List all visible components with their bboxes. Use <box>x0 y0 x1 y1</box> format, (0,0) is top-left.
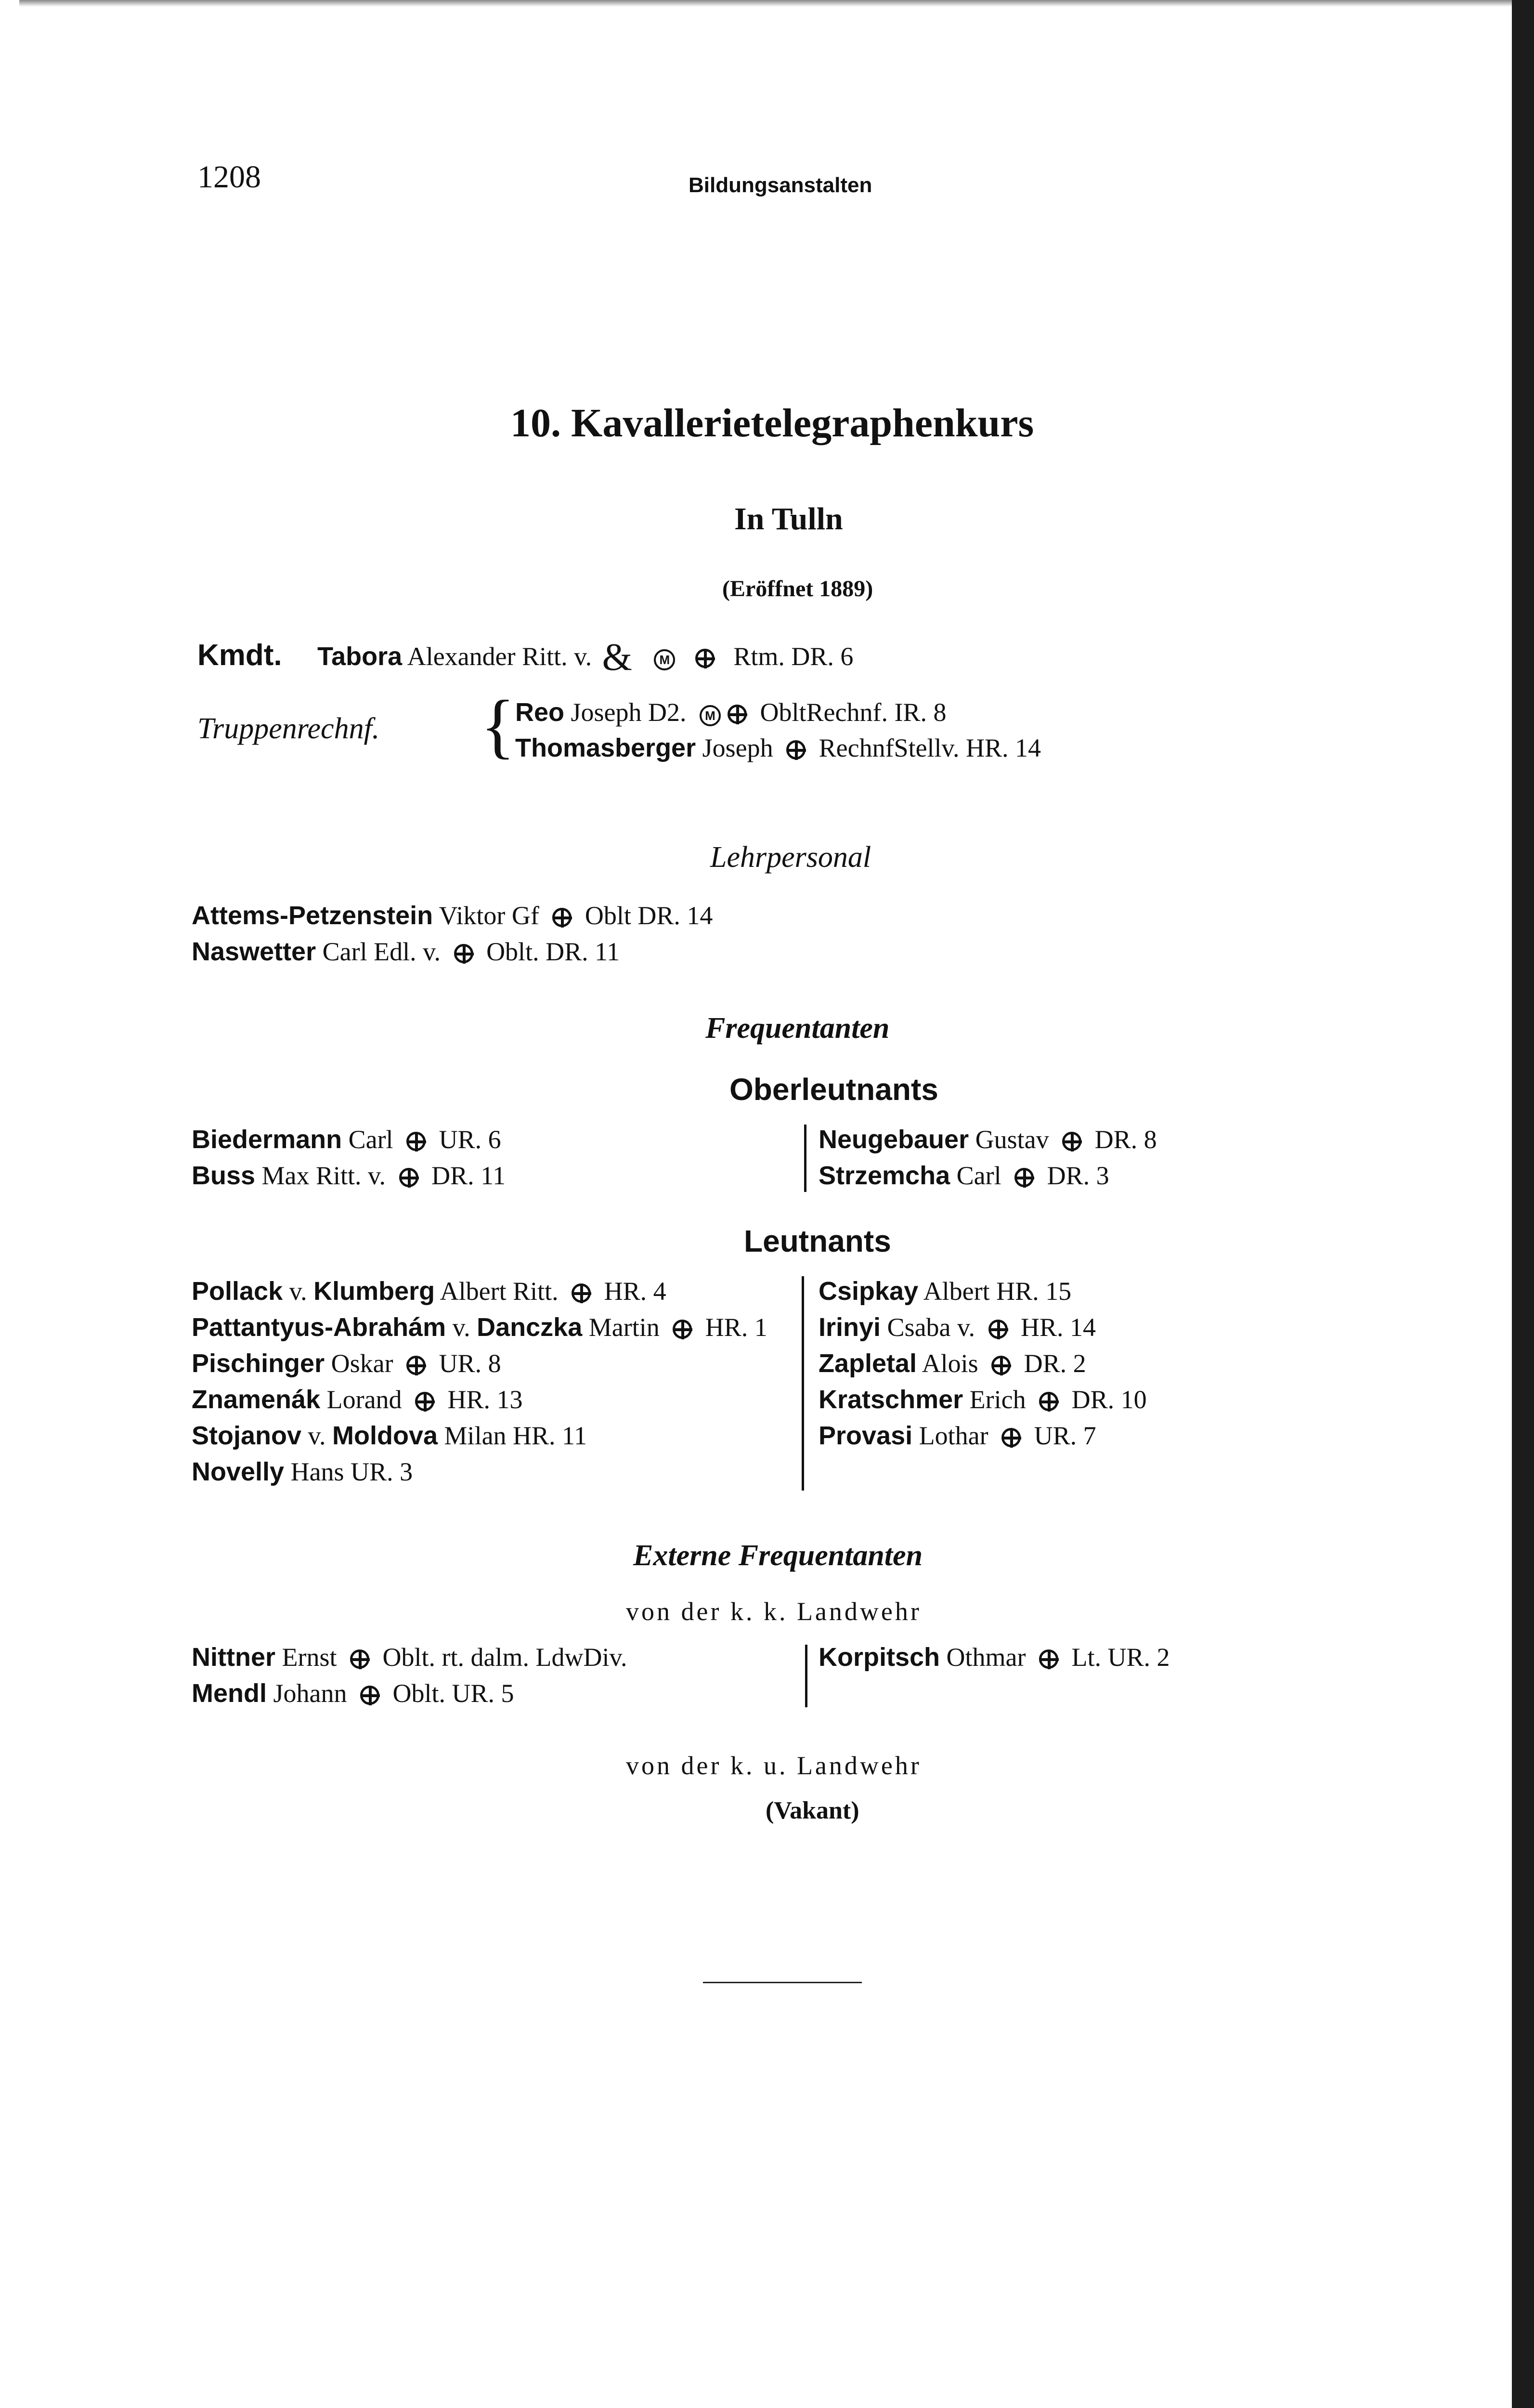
column-divider <box>802 1276 804 1491</box>
cross-medal-icon <box>454 944 473 963</box>
person-name: Kratschmer <box>819 1385 963 1414</box>
cross-medal-icon <box>991 1356 1011 1375</box>
person-name: Attems-Petzenstein <box>192 901 433 930</box>
person-name: Csipkay <box>819 1277 919 1306</box>
leutnant-left-4 <box>192 1385 523 1414</box>
landwehr-kk-left-2 <box>192 1678 514 1708</box>
opened-note: (Eröffnet 1889) <box>722 576 873 602</box>
person-given: Viktor Gf <box>439 901 539 930</box>
person-name: Pattantyus-Abrahám <box>192 1313 446 1342</box>
leutnant-left-6 <box>192 1457 413 1487</box>
person-rank: DR. 11 <box>431 1161 506 1190</box>
person-given: Ernst <box>282 1643 337 1672</box>
landwehr-ku-heading: von der k. u. Landwehr <box>626 1751 922 1780</box>
person-rank: DR. 2 <box>1024 1349 1086 1378</box>
name-particle: v. <box>289 1277 307 1306</box>
running-title: Bildungsanstalten <box>689 173 872 197</box>
cross-medal-icon <box>1001 1428 1021 1447</box>
person-given: Lorand <box>326 1385 402 1414</box>
leutnant-left-2 <box>192 1312 767 1342</box>
cross-medal-icon <box>1039 1392 1058 1411</box>
landwehr-kk-heading: von der k. k. Landwehr <box>626 1597 922 1626</box>
person-given: Lothar <box>919 1421 988 1450</box>
cross-medal-icon <box>673 1320 692 1339</box>
person-rank: HR. 13 <box>447 1385 523 1414</box>
person-rank: HR. 14 <box>1021 1313 1096 1342</box>
person-name: Provasi <box>819 1421 913 1450</box>
person-name: Irinyi <box>819 1313 881 1342</box>
brace-icon: { <box>481 686 515 766</box>
person-given: Albert HR. 15 <box>923 1277 1072 1306</box>
cross-medal-icon <box>552 908 572 927</box>
person-name: Mendl <box>192 1679 267 1708</box>
person-name: Stojanov <box>192 1421 302 1450</box>
cross-medal-icon <box>1062 1132 1081 1151</box>
person-given: Carl <box>956 1161 1001 1190</box>
externe-heading: Externe Frequentanten <box>633 1539 923 1572</box>
person-name: Buss <box>192 1161 256 1190</box>
person-name: Naswetter <box>192 937 316 966</box>
leutnants-heading: Leutnants <box>744 1224 891 1258</box>
person-given: Milan HR. 11 <box>444 1421 587 1450</box>
person-given: Gustav <box>975 1125 1049 1154</box>
lehrpersonal-heading: Lehrpersonal <box>710 841 871 874</box>
person-rank: RechnfStellv. HR. 14 <box>819 733 1041 762</box>
cross-medal-icon <box>415 1392 434 1411</box>
truppenrechnf-label: Truppenrechnf. <box>197 712 380 745</box>
section-subtitle: In Tulln <box>734 501 843 537</box>
truppenrechnf-entry-2 <box>515 733 1041 763</box>
person-given: Carl <box>348 1125 393 1154</box>
person-rank: Oblt DR. 14 <box>585 901 713 930</box>
page-number: 1208 <box>197 159 261 195</box>
person-name: Korpitsch <box>819 1643 940 1672</box>
kmdt-name: Tabora <box>317 642 403 671</box>
person-name: Nittner <box>192 1643 275 1672</box>
person-rank: HR. 4 <box>604 1277 666 1306</box>
person-name: Pollack <box>192 1277 283 1306</box>
cross-medal-icon <box>786 740 806 759</box>
kmdt-label: Kmdt. <box>197 639 282 672</box>
person-name: Pischinger <box>192 1349 325 1378</box>
person-name: Strzemcha <box>819 1161 950 1190</box>
cross-medal-icon <box>406 1132 426 1151</box>
oberleutnant-right-2 <box>819 1161 1109 1191</box>
person-rank: UR. 8 <box>439 1349 501 1378</box>
cross-medal-icon <box>360 1686 379 1705</box>
person-name: Biedermann <box>192 1125 342 1154</box>
person-given: Hans UR. 3 <box>290 1457 413 1486</box>
cross-medal-icon <box>695 649 715 668</box>
leutnant-right-2 <box>819 1312 1096 1342</box>
landwehr-kk-right-1 <box>819 1642 1170 1672</box>
person-given: Martin <box>588 1313 660 1342</box>
kommandant-row <box>197 638 853 677</box>
person-rank: HR. 1 <box>705 1313 767 1342</box>
name-particle: v. <box>452 1313 470 1342</box>
person-given: Carl Edl. v. <box>322 937 441 966</box>
name-particle: v. <box>308 1421 326 1450</box>
person-given: Johann <box>273 1679 347 1708</box>
cross-medal-icon <box>728 705 747 724</box>
closing-rule <box>703 1982 862 1983</box>
cross-medal-icon <box>399 1168 418 1187</box>
person-given: Albert Ritt. <box>440 1277 559 1306</box>
cross-medal-icon <box>350 1649 369 1669</box>
person-rank: UR. 6 <box>439 1125 501 1154</box>
person-rank: Oblt. rt. dalm. LdwDiv. <box>382 1643 627 1672</box>
lehrpersonal-entry-2 <box>192 937 620 967</box>
person-given: Joseph D2. <box>571 698 687 727</box>
cross-medal-icon <box>1039 1649 1058 1669</box>
person-given: Max Ritt. v. <box>261 1161 386 1190</box>
knot-decoration-icon: & <box>602 636 632 679</box>
oberleutnant-left-2 <box>192 1161 506 1191</box>
leutnant-right-5 <box>819 1421 1096 1451</box>
person-name: Neugebauer <box>819 1125 969 1154</box>
person-name: Reo <box>515 698 565 727</box>
person-given: Joseph <box>702 733 773 762</box>
landwehr-kk-left-1 <box>192 1642 627 1672</box>
leutnant-left-1 <box>192 1276 666 1306</box>
person-rank: DR. 8 <box>1094 1125 1157 1154</box>
cross-medal-icon <box>572 1283 591 1303</box>
landwehr-ku-status: (Vakant) <box>766 1797 859 1824</box>
scan-border-top <box>19 0 1512 7</box>
person-given: Oskar <box>331 1349 393 1378</box>
leutnant-right-4 <box>819 1385 1147 1414</box>
person-given: Othmar <box>946 1643 1026 1672</box>
person-rank: ObltRechnf. IR. 8 <box>760 698 947 727</box>
person-name: Novelly <box>192 1457 285 1486</box>
person-given: Erich <box>969 1385 1026 1414</box>
person-rank: Lt. UR. 2 <box>1071 1643 1170 1672</box>
cross-medal-icon <box>988 1320 1008 1339</box>
person-given: Csaba v. <box>887 1313 975 1342</box>
person-name: Znamenák <box>192 1385 321 1414</box>
oberleutnant-right-1 <box>819 1125 1157 1154</box>
person-name-2: Moldova <box>332 1421 438 1450</box>
cross-medal-icon <box>406 1356 426 1375</box>
truppenrechnf-entry-1 <box>515 697 946 727</box>
person-rank: Oblt. DR. 11 <box>486 937 620 966</box>
person-given: Alois <box>922 1349 978 1378</box>
person-name: Zapletal <box>819 1349 917 1378</box>
oberleutnants-heading: Oberleutnants <box>729 1072 938 1107</box>
leutnant-right-1 <box>819 1276 1071 1306</box>
m-badge-icon: M <box>654 649 675 670</box>
person-rank: DR. 10 <box>1071 1385 1147 1414</box>
person-name-2: Klumberg <box>313 1277 435 1306</box>
leutnant-right-3 <box>819 1348 1086 1378</box>
cross-medal-icon <box>1014 1168 1034 1187</box>
kmdt-rest2: Rtm. DR. 6 <box>733 642 854 671</box>
column-divider <box>804 1125 806 1192</box>
column-divider <box>805 1645 807 1707</box>
frequentanten-heading: Frequentanten <box>705 1012 890 1045</box>
section-title: 10. Kavallerietelegraphenkurs <box>510 401 1034 445</box>
leutnant-left-5 <box>192 1421 587 1451</box>
person-rank: Oblt. UR. 5 <box>392 1679 514 1708</box>
oberleutnant-left-1 <box>192 1125 501 1154</box>
m-badge-icon: M <box>700 705 721 726</box>
lehrpersonal-entry-1 <box>192 901 713 930</box>
scan-border-right <box>1512 0 1534 2408</box>
person-name-2: Danczka <box>477 1313 583 1342</box>
person-name: Thomasberger <box>515 733 696 762</box>
person-rank: DR. 3 <box>1047 1161 1109 1190</box>
kmdt-rest1: Alexander Ritt. v. <box>407 642 592 671</box>
person-rank: UR. 7 <box>1034 1421 1096 1450</box>
leutnant-left-3 <box>192 1348 501 1378</box>
